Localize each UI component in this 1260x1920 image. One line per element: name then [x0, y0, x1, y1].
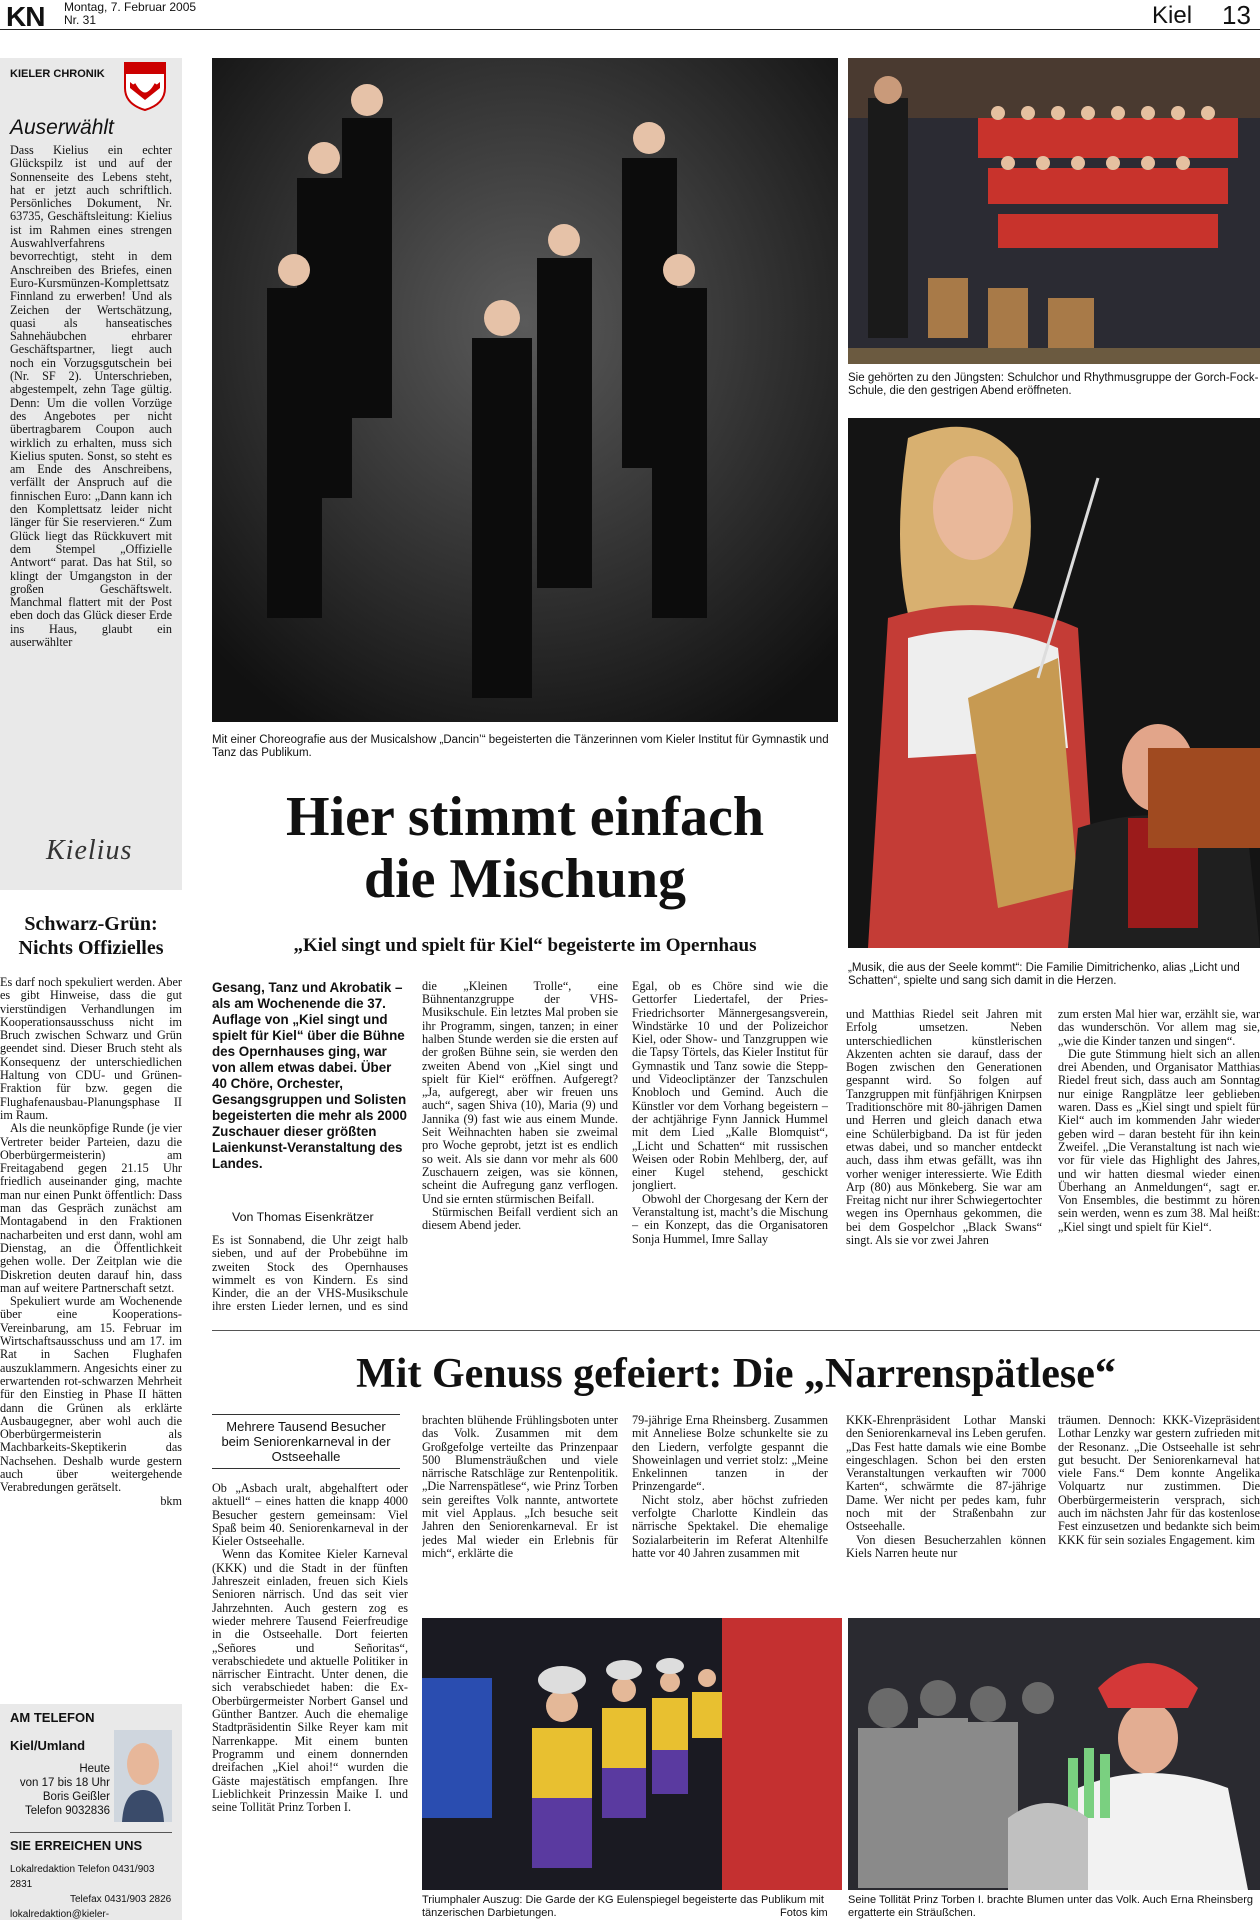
prinz-caption: Seine Tollität Prinz Torben I. brachte Blumen unter das Volk. Auch Erna Rheinsberg ergatterte ein Sträußchen.	[848, 1894, 1253, 1919]
telefon-line: Heute	[79, 1763, 110, 1775]
article1-col3-text: und Matthias Riedel seit Jahren mit Erfolg umsetzen. Neben unterschiedlichen künstlerischen Akzenten achten sie darauf, dass der Bogen zwischen den Generationen gespannt wird. So folgen auf Tanzgruppen mit fünfjährigen Knirpsen Traditionschöre mit 80-jährigen Damen und Herren und gleich danach etwa eine Schülerbigband. Da ist für jeden etwas dabei, und so mancher entdeckt auch, dass ihm etwas gefällt, was ihn vorher weniger interessierte. Wie Edith Arp (80) aus Mönkeberg. Sie war am Freitag nicht nur ihrer Schwiegertochter wegen ins Opernhaus gekommen, die bei dem Gospelchor „Black Swans“ singt. Als sie vor zwei Jahren	[846, 1008, 1042, 1248]
article2-headline: Mit Genuss gefeiert: Die „Narrenspätlese“	[356, 1351, 1116, 1397]
schwarzgruen-title	[0, 912, 182, 960]
contact-fax: Telefax 0431/903 2826	[70, 1894, 172, 1905]
telefon-line: Boris Geißler	[42, 1791, 110, 1803]
photo-credit: Fotos kim	[780, 1907, 828, 1919]
article1-col3	[632, 980, 828, 1312]
section-city: Kiel	[1152, 2, 1193, 29]
chronik-paragraph: Dass Kielius ein echter Glückspilz ist und auf der Sonnenseite des Lebens steht, hat er jetzt auch schriftlich. Persönliches Dokument, Nr. 63735, Geschäftsleitung: Kielius ist im Rahmen eines strengen Auswahlverfahrens bevorrechtigt, steht in dem Anschreiben des Briefes, einen Euro-Kursmünzen-Komplettsatz Finnland zu erwerben! Und als Zeichen der Wertschätzung, quasi als hanseatisches Sahnehäubchen ehrbarer Geschäftspartner, liegt auch noch ein Vorzugsgutschein bei (Nr. SF 2). Unterschrieben, abgestempelt, zehn Tage gültig. Denn: Um die vollen Vorzüge des Angebotes per nicht übertragbarem Coupon auch wirklich zu erhalten, muss sich Kielius sputen. Sonst, so steht es am Ende des Anschreibens, verfällt der Anspruch auf die finnischen Euro: „Dann kann ich den Komplettsatz leider nicht länger für Sie reservieren.“ Zum Glück liegt das Rückkuvert mit dem Stempel „Offizielle Antwort“ parat. Das hat Stil, so klingt der Umgangston in der großen Geschäftswelt. Manchmal flattert mit der Post eben doch das Glück dieser Erde ins Haus, glaubt ein auserwählter	[10, 144, 172, 649]
prinz-photo	[848, 1618, 1260, 1890]
article1-col1-text: Es ist Sonnabend, die Uhr zeigt halb sieben, und auf der Probebühne im zweiten Stock des Opernhauses wimmelt es von Kindern. Es sind Kinder, die an der VHS-Musikschule ihre ersten Lieder lernen, und es sind	[212, 1234, 408, 1314]
article2-col1	[212, 1482, 408, 1920]
newspaper-logo: KN	[6, 1, 45, 32]
headline-line1: Hier stimmt einfach	[286, 786, 764, 848]
chronik-label: KIELER CHRONIK	[10, 68, 105, 80]
article2-col3-end: Nicht stolz, aber höchst zufrieden verfolgte Charlotte Kindlein das närrische Spektakel. Die ehemalige Sozialarbeiterin im Referat Altenhilfe hatte vor 40 Jahren zusammen mit	[632, 1492, 828, 1560]
choir-photo	[848, 58, 1260, 364]
article2-col2-text: brachten blühende Frühlingsboten unter das Volk. Zusammen mit dem Großgefolge verteilte das Prinzenpaar 500 Blumensträußchen und viele närrische Ratschläge zur Rentenpolitik. „Die Narrenspätlese“, wie Prinz Torben sein gereiftes Volk nannte, antwortete mit viel Applaus. „Ich besuche seit Jahren den Seniorenkarneval. Er ist jedes Mal wieder ein Erlebnis für mich“, erklärte die	[422, 1414, 618, 1560]
schwarzgruen-author: bkm	[160, 1493, 182, 1508]
telefon-header: AM TELEFON	[10, 1710, 95, 1725]
kiel-crest-icon	[122, 60, 168, 112]
article1-col1-cont: die „Kleinen Trolle“, eine Bühnentanzgruppe der VHS-Musikschule. Ein letztes Mal proben sie ihr Programm, singen, tanzen; in einer halben Stunde werden sie die ersten auf der großen Bühne sein, sie werden den zweiten Abend von „Kiel singt und spielt für Kiel“ eröffnen. Aufgeregt? „Ja, aufgeregt, aber wir freuen uns auch“, sagen Shiva (10), Maria (9) und Jannika (9) fast wie aus einem Munde. Seit Weihnachten haben sie zweimal pro Woche geprobt, jetzt ist es endlich so weit. Als sie dann vor mehr als 600 Zuschauern zeigen, was sie können, scheint die Aufregung ganz verflogen. Und sie ernten stürmischen Beifall.	[422, 980, 618, 1206]
dancers-photo	[212, 58, 838, 722]
garde-photo	[422, 1618, 842, 1890]
telefon-details	[10, 1762, 110, 1818]
contact-phone: Lokalredaktion Telefon 0431/903 2831	[10, 1864, 155, 1890]
choir-caption: Sie gehörten zu den Jüngsten: Schulchor und Rhythmusgruppe der Gorch-Fock-Schule, die den gestrigen Abend eröffneten.	[848, 372, 1259, 397]
article1-col1-end: Stürmischen Beifall verdient sich an diesem Abend jeder.	[422, 1204, 618, 1233]
telefon-line: Telefon 9032836	[24, 1805, 110, 1817]
article2-author: kim	[1236, 1532, 1255, 1547]
schwarzgruen-body	[0, 976, 182, 1674]
music-photo	[848, 418, 1260, 948]
article2-col4-end: Von diesen Besucherzahlen können Kiels Narren heute nur	[846, 1532, 1046, 1560]
contact-details	[10, 1862, 172, 1920]
schwarzgruen-paragraph: Es darf noch spekuliert werden. Aber es gibt Hinweise, dass die gut vierstündigen Verhandlungen im Kooperationsausschuss nicht im Bruch zwischen Schwarz und Grün geendet sind. Dieser Bruch steht als Konsequenz der unterschiedlichen Haltung von CDU- und Grünen-Fraktion für bzw. gegen die Flughafenausbau-Planungsphase II im Raum.	[0, 976, 182, 1122]
portrait-icon	[114, 1730, 172, 1822]
article1-byline: Von Thomas Eisenkrätzer	[232, 1210, 374, 1224]
article1-col2	[422, 980, 618, 1312]
article1-col5	[1058, 1008, 1260, 1312]
chronik-body	[10, 144, 172, 828]
schwarzgruen-paragraph: Spekuliert wurde am Wochenende über eine Kooperations-Vereinbarung, am 15. Februar im Wirtschaftsausschuss und am 17. im Rat in Sachen Flughafen auszuklammern. Angesichts einer zu erwartenden rot-schwarzen Mehrheit für den Einstieg in Phase II hätten dann die Grünen als erklärte Ausbaugegner, aber wohl auch die Oberbürgermeisterin als Machbarkeits-Skeptikerin das Nachsehen. Deshalb wurde gestern auch über weitergehende Verabredungen gerätselt.	[0, 1294, 182, 1495]
garde-caption-text: Triumphaler Auszug: Die Garde der KG Eulenspiegel begeisterte das Publikum mit tänzerischen Darbietungen.	[422, 1894, 824, 1919]
schwarzgruen-title-line2: Nichts Offizielles	[18, 937, 164, 959]
date-text: Montag, 7. Februar 2005	[64, 0, 197, 14]
garde-caption	[422, 1894, 842, 1919]
telefon-line: von 17 bis 18 Uhr	[19, 1777, 110, 1789]
article1-col4-text: zum ersten Mal hier war, erzählt sie, war das wunderschön. Vor allem mag sie, „wie die Kinder tanzen und singen“.	[1058, 1008, 1260, 1048]
article2-col5	[1058, 1414, 1260, 1610]
article2-col5-body: träumen. Dennoch: KKK-Vizepräsident Lothar Lenzky war gestern zufrieden mit der Resonanz. „Die Ostseehalle ist sehr gut besucht. Der Seniorenkarneval hat viele Fans.“ Dem konnte Angelika Volquartz nur zustimmen. Die Oberbürgermeisterin versprach, sich auch im nächsten Jahr für das kostenlose Fest einzusetzen und bedankte sich beim KKK für sein soziales Engagement.	[1058, 1414, 1260, 1547]
page-number: 13	[1222, 0, 1251, 30]
article1-headline	[212, 786, 838, 910]
schwarzgruen-paragraph: Als die neunköpfige Runde (je vier Vertreter beider Parteien, dazu die Oberbürgermeisterin) am Freitagabend gegen 21.15 Uhr friedlich auseinander ging, machte man nur einen Punkt öffentlich: Dass man das Gespräch zunächst am Montagabend in den Fraktionen nacharbeiten und erst dann, wohl am Dienstag, an die Öffentlichkeit gehen wolle. Der Zeitplan wie die Diskretion deuten darauf hin, dass man auf weitere Partnerschaft setzt.	[0, 1121, 182, 1295]
article1-subhead: „Kiel singt und spielt für Kiel“ begeisterte im Opernhaus	[293, 935, 757, 956]
article2-col3	[632, 1414, 828, 1610]
article1-col2-end: Obwohl der Chorgesang der Kern der Veranstaltung ist, macht’s die Mischung – ein Konzept, das die Organisatoren Sonja Hummel, Imre Sallay	[632, 1191, 828, 1246]
article2-col5-text	[1058, 1414, 1260, 1547]
article1-col2-text: Egal, ob es Chöre sind wie die Gettorfer Liedertafel, der Pries-Friedrichsorter Männergesangsverein, Windstärke 10 und der Polizeichor Kiel, oder Show- und Tanzgruppen wie die Tapsy Törtels, das Kieler Institut für Gymnastik und Tanz sowie die Stepp- und Videocliptänzer der Tanzschulen Knobloch und Gemind. Auch die Künstler vor dem Vorhang begeistern – der achtjährige Fynn Jannick Hummel mit dem Lied „Kalle Blomquist“, „Licht und Schatten“ mit russischen Weisen oder Robin Mehlberg, der, auf einer Kugel stehend, geschickt jongliert.	[632, 980, 828, 1193]
article2-col1-text: Ob „Asbach uralt, abgehalftert oder aktuell“ – eines hatten die knapp 4000 Besucher gestern gemeinsam: Viel Spaß beim 40. Seniorenkarneval in der Kieler Ostseehalle.	[212, 1482, 408, 1549]
chronik-title: Auserwählt	[10, 116, 114, 139]
contact-email: lokalredaktion@kieler-	[10, 1909, 110, 1920]
music-caption: „Musik, die aus der Seele kommt“: Die Familie Dimitrichenko, alias „Licht und Schatten“, spielte und sang sich damit in die Herzen.	[848, 962, 1240, 987]
article2-rule	[212, 1330, 1260, 1331]
article2-col3-text: 79-jährige Erna Rheinsberg. Zusammen mit Anneliese Bolze schunkelte sie zu den Liedern, verfolgte gespannt die Showeinlagen und verriet stolz: „Meine Enkelinnen tanzen in der Prinzengarde“.	[632, 1414, 828, 1494]
contact-header: SIE ERREICHEN UNS	[10, 1838, 143, 1853]
chronik-signature: Kielius	[46, 835, 133, 866]
issue-date	[64, 1, 196, 27]
schwarzgruen-title-line1: Schwarz-Grün:	[24, 913, 158, 935]
article2-col4-text: KKK-Ehrenpräsident Lothar Manski den Seniorenkarneval ins Leben gerufen. „Das Fest hatte damals wie eine Bombe eingeschlagen. Schon bei den ersten Veranstaltungen verkauften wir 7000 Karten“, schwärmte die 87-jährige Dame. Wer nicht per pedes kam, fuhr noch mit der Straßenbahn zur Ostseehalle.	[846, 1414, 1046, 1534]
article2-col4	[846, 1414, 1046, 1610]
telefon-divider	[10, 1832, 172, 1833]
article2-summary: Mehrere Tausend Besucher beim Seniorenkarneval in der Ostseehalle	[212, 1414, 400, 1469]
article2-col2	[422, 1414, 618, 1610]
article1-col4	[846, 1008, 1042, 1312]
issue-number: Nr. 31	[64, 13, 97, 27]
dancers-caption: Mit einer Choreografie aus der Musicalshow „Dancin’“ begeisterten die Tänzerinnen vom Kieler Institut für Gymnastik und Tanz das Publikum.	[212, 734, 829, 759]
telefon-place: Kiel/Umland	[10, 1738, 86, 1753]
article1-lead: Gesang, Tanz und Akrobatik – als am Wochenende die 37. Auflage von „Kiel singt und spielt für Kiel“ über die Bühne des Opernhauses ging, war von allem etwas dabei. Über 40 Chöre, Orchester, Gesangsgruppen und Solisten begeisterten die mehr als 2000 Zuschauer dieser größten Laienkunst-Veranstaltung des Landes.	[212, 980, 408, 1171]
article1-col1-start	[212, 1234, 408, 1314]
article2-col1-cont: Wenn das Komitee Kieler Karneval (KKK) und die Stadt in der fünften Jahreszeit einladen, freuen sich Kiels Senioren närrisch. Und das seit vier Jahrzehnten. Auch gestern zog es wieder mehrere Tausend Feierfreudige in die Ostseehalle. Dort feierten „Señores und Señoritas“, verabschiedete und aktuelle Politiker in närrischer Eintracht. Unter denen, die sich verabschiedet haben: die Ex-Oberbürgermeister Norbert Gansel und Günther Bantzer. Auch die ehemalige Stadtpräsidentin Silke Reyer kam mit Narrenkappe. Mit einem bunten Programm und einem donnernden dreifachen „Kiel ahoi!“ wurden die Gäste majestätisch empfangen. Ihre Lieblichkeit Prinzessin Maike I. und seine Tollität Prinz Torben I.	[212, 1547, 408, 1815]
headline-line2: die Mischung	[363, 848, 687, 910]
article1-col4-end: Die gute Stimmung hielt sich an allen drei Abenden, und Organisator Matthias Riedel freut sich, dass auch am Sonntag nur einige Rangplätze leer geblieben waren. Dass es „Kiel singt und spielt für Kiel“ auch im kommenden Jahr wieder geben wird – daran besteht für ihn kein Zweifel. „Die Veranstaltung ist nach wie vor für viele das Highlight des Jahres, und wir hatten diesmal wieder einen Überhang an Anmeldungen“, sagt er. Von Ensembles, die bestimmt zu hören sein werden, wenn es zum 38. Mal heißt: „Kiel singt und spielt für Kiel“.	[1058, 1046, 1260, 1234]
